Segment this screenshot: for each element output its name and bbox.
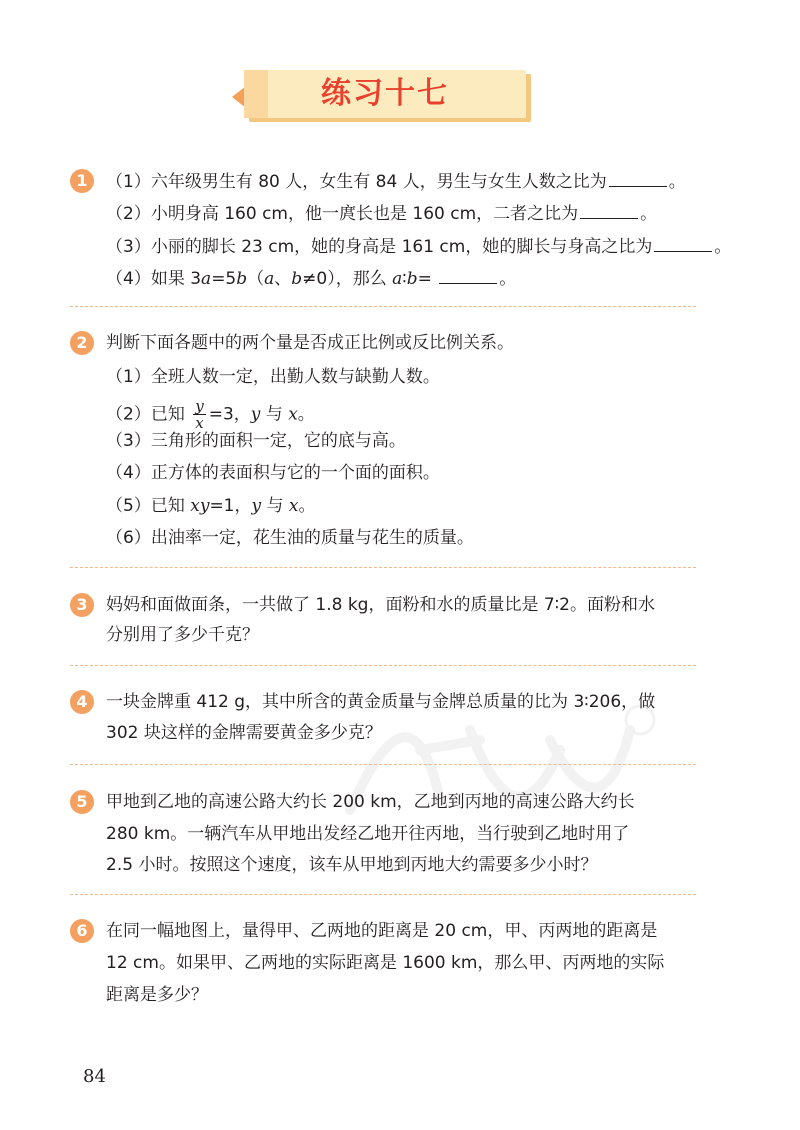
section-divider [70,894,696,895]
q2-item-5 [106,495,316,517]
section-divider [70,764,696,765]
answer-blank[interactable] [609,170,667,187]
q2-item-2-end: 。 [297,404,315,425]
q3-line-2: 分别用了多少千克？ [106,625,259,645]
q5-line-1: 甲地到乙地的高速公路大约长 200 km，乙地到丙地的高速公路大约长 [106,792,635,812]
q2-item-1: （1）全班人数一定，出勤人数与缺勤人数。 [106,367,440,387]
q2-item-6: （6）出油率一定，花生油的质量与花生的质量。 [106,528,474,548]
var-b: b [406,269,418,289]
question-number-badge: 2 [70,331,94,355]
q1-item-2-text: （2）小明身高 160 cm，他一庹长也是 160 cm，二者之比为 [106,204,579,224]
q2-item-2-with: 与 [260,404,289,425]
title-banner [232,70,528,122]
question-number-badge: 5 [70,790,94,814]
q2-item-5-text: （5）已知 [106,496,191,516]
answer-blank[interactable] [654,235,712,252]
q1-item-2 [106,202,657,225]
q4-line-1: 一块金牌重 412 g，其中所含的黄金质量与金牌总质量的比为 3∶206，做 [106,692,656,712]
ratio-colon: ∶ [402,269,407,289]
question-number-badge: 6 [70,919,94,943]
q1-item-4-paren: （ [247,269,265,289]
q2-item-3: （3）三角形的面积一定，它的底与高。 [106,431,406,451]
q1-item-2-end: 。 [640,204,658,224]
q1-item-3-end: 。 [714,237,732,257]
q1-item-3-text: （3）小丽的脚长 23 cm，她的身高是 161 cm，她的脚长与身高之比为 [106,237,653,257]
var-x: x [288,496,299,516]
q2-item-5-with: 与 [261,496,289,516]
q1-item-4-text: （4）如果 3 [106,269,202,289]
question-5 [70,789,730,881]
question-3 [70,592,730,652]
var-b: b [291,269,303,289]
q2-item-4: （4）正方体的表面积与它的一个面的面积。 [106,463,440,483]
q6-line-3: 距离是多少？ [106,985,208,1005]
question-number-badge: 3 [70,593,94,617]
q2-item-2-text: （2）已知 [106,404,191,425]
var-y: y [251,496,262,516]
q5-line-2: 280 km。一辆汽车从甲地出发经乙地开往丙地，当行驶到乙地时用了 [106,824,630,844]
answer-blank[interactable] [580,202,638,219]
var-xy: xy [190,496,210,516]
q5-line-3: 2.5 小时。按照这个速度，该车从甲地到丙地大约需要多少小时？ [106,855,598,875]
answer-blank[interactable] [439,267,497,284]
q6-line-1: 在同一幅地图上，量得甲、乙两地的距离是 20 cm，甲、丙两地的距离是 [106,921,658,941]
fraction-denominator: x [195,414,204,432]
q6-line-2: 12 cm。如果甲、乙两地的实际距离是 1600 km，那么甲、丙两地的实际 [106,953,665,973]
q4-line-2: 302 块这样的金牌需要黄金多少克？ [106,723,382,743]
question-4 [70,689,730,749]
q1-item-4-cond: ≠0），那么 [302,269,393,289]
section-divider [70,665,696,666]
q2-item-2-eq: =3， [208,404,251,425]
var-y: y [250,404,261,425]
q1-item-4-eq: =5 [211,269,237,289]
q1-item-3 [106,235,731,258]
var-a: a [392,269,403,289]
section-divider [70,567,696,568]
q1-item-4-end: 。 [499,269,517,289]
q2-item-5-eq: =1， [209,496,252,516]
question-number-badge: 4 [70,690,94,714]
equals-sign: = [417,269,438,289]
question-number-badge: 1 [70,169,94,193]
q1-item-1 [106,170,686,193]
var-a: a [201,269,212,289]
section-divider [70,306,696,307]
q2-item-2 [106,398,315,431]
var-a: a [264,269,275,289]
q2-item-5-end: 。 [298,496,316,516]
fraction-numerator: y [195,397,204,415]
question-1 [70,168,730,288]
question-6 [70,918,730,1010]
q1-item-1-end: 。 [668,172,686,192]
q1-item-4 [106,267,516,290]
q1-item-1-text: （1）六年级男生有 80 人，女生有 84 人，男生与女生人数之比为 [106,172,607,192]
fraction-y-over-x [193,398,205,431]
q1-item-4-sep: 、 [274,269,292,289]
var-x: x [288,404,298,425]
q3-line-1: 妈妈和面做面条，一共做了 1.8 kg，面粉和水的质量比是 7∶2。面粉和水 [106,595,655,615]
page-title: 练习十七 [321,76,449,111]
q2-stem: 判断下面各题中的两个量是否成正比例或反比例关系。 [106,333,514,353]
page-number: 84 [83,1066,106,1087]
question-2 [70,330,730,550]
var-b: b [236,269,248,289]
